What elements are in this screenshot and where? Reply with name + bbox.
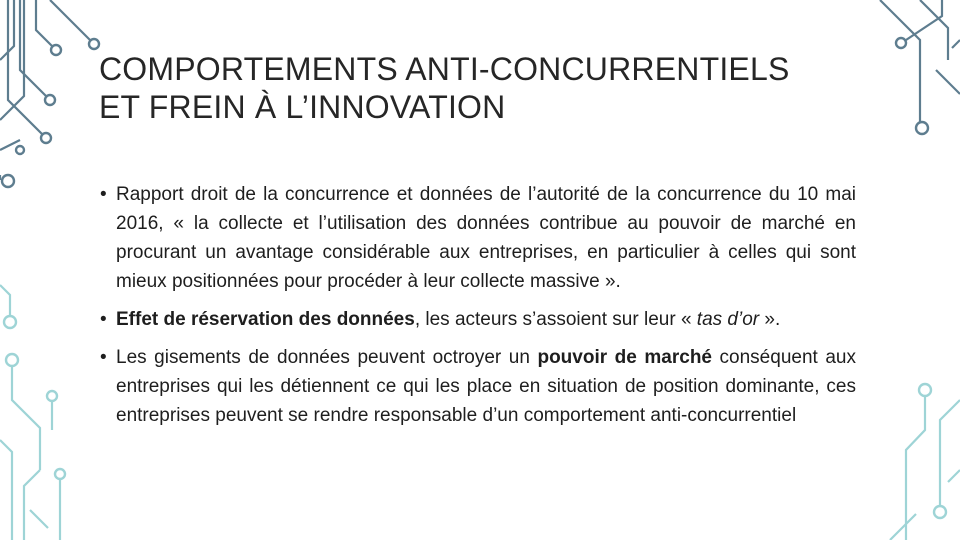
bullet-item-data-reservation (100, 305, 856, 334)
bullet-text-end: conséquent aux entreprises qui les détiennent ce qui les place en situation de position dominante, ces entreprises peuvent se rendre responsable d’un comportement anti-concurrentiel (116, 347, 856, 426)
bullet-item-report (100, 180, 856, 296)
bullet-text-end: ». (759, 309, 781, 330)
bullet-item-market-power (100, 343, 856, 430)
slide-title: COMPORTEMENTS ANTI-CONCURRENTIELS ET FREIN À L’INNOVATION (99, 51, 790, 125)
bullet-marker: • (100, 309, 107, 330)
bullet-text: Les gisements de données peuvent octroyer un (116, 347, 538, 368)
bullet-marker: • (100, 184, 107, 205)
bullet-marker: • (100, 347, 107, 368)
bullet-italic-term: tas d’or (696, 309, 760, 330)
circuit-traces-left-dark (0, 0, 99, 187)
bullet-bold-term: Effet de réservation des données (116, 309, 415, 330)
bullet-text: Rapport droit de la concurrence et données de l’autorité de la concurrence du 10 mai 2016, « la collecte et l’utilisation des données contribue au pouvoir de marché en procurant un avantage considérable aux entreprises, en particulier à celles qui sont mieux positionnées pour procéder à leur collecte massive ». (116, 184, 856, 292)
bullet-list (100, 180, 856, 439)
bullet-text: , les acteurs s’assoient sur leur « (414, 309, 697, 330)
circuit-traces-right-light (890, 384, 960, 540)
circuit-traces-left-light (0, 285, 65, 540)
bullet-bold-term: pouvoir de marché (537, 347, 712, 368)
circuit-traces-right-dark (880, 0, 960, 134)
